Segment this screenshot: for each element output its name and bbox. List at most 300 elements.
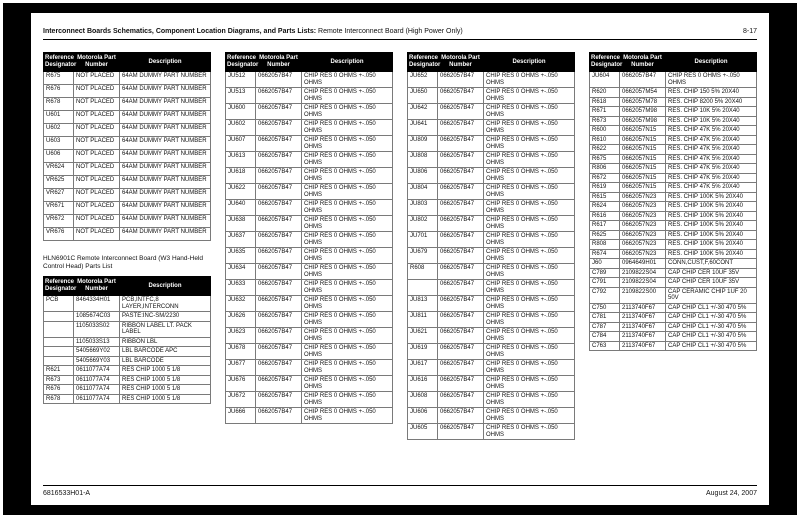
page-title	[43, 27, 463, 36]
table-cell: 2113740F67	[620, 332, 666, 342]
content-columns	[43, 40, 757, 485]
table-row	[590, 164, 757, 174]
table-cell: 0662057B47	[438, 360, 484, 376]
table-row	[590, 126, 757, 136]
table-row	[226, 216, 393, 232]
table-cell: 64AM DUMMY PART NUMBER	[120, 189, 211, 202]
footer-doc-number: 6816533H01-A	[43, 490, 91, 497]
table-cell: C787	[590, 322, 620, 332]
table-cell: RES CHIP 1000 5 1/8	[120, 385, 211, 395]
table-cell: CHIP RES 0 OHMS +-.050 OHMS	[484, 216, 575, 232]
table-row	[226, 328, 393, 344]
table-cell: RES. CHIP 100K 5% 20X40	[666, 211, 757, 221]
table-cell: C763	[590, 341, 620, 351]
table-row	[590, 303, 757, 313]
table-cell: JU652	[408, 72, 438, 88]
table-cell: JU676	[226, 376, 256, 392]
table-cell: NOT PLACED	[74, 124, 120, 137]
table-cell: 0662057B47	[438, 424, 484, 440]
column-1	[43, 52, 211, 404]
table-cell: CHIP RES 0 OHMS +-.050 OHMS	[302, 216, 393, 232]
table-cell: 0662057B47	[256, 296, 302, 312]
table-cell: 8464334H01	[74, 296, 120, 312]
page-footer	[43, 485, 757, 497]
table-row	[590, 107, 757, 117]
table-row	[408, 216, 575, 232]
table-row	[226, 248, 393, 264]
table-cell: R808	[590, 240, 620, 250]
table-cell: 0662057N23	[620, 192, 666, 202]
table-cell: VR627	[44, 189, 74, 202]
table-cell: JU806	[408, 168, 438, 184]
table-row	[226, 184, 393, 200]
table-cell: CHIP RES 0 OHMS +-.050 OHMS	[302, 392, 393, 408]
table-cell: JU813	[408, 296, 438, 312]
table-row	[226, 392, 393, 408]
table-cell: 64AM DUMMY PART NUMBER	[120, 85, 211, 98]
table-row	[408, 280, 575, 296]
table-cell: JU608	[408, 392, 438, 408]
table-cell: 0662057B47	[438, 200, 484, 216]
table-cell: 0662057B47	[256, 312, 302, 328]
table-cell: CAP CHIP CER 10UF 35V	[666, 268, 757, 278]
table-row	[590, 322, 757, 332]
table-cell: 2109822S00	[620, 287, 666, 303]
table-cell: RES. CHIP 8200 5% 20X40	[666, 97, 757, 107]
table-cell: CHIP RES 0 OHMS +-.050 OHMS	[484, 104, 575, 120]
table-row	[408, 184, 575, 200]
table-cell: 0662057B47	[256, 328, 302, 344]
table-cell: NOT PLACED	[74, 163, 120, 176]
table-cell: 1105033S02	[74, 321, 120, 337]
table-cell: 2109822S04	[620, 278, 666, 288]
table-cell: CAP CHIP CL1 +/-30 470 5%	[666, 313, 757, 323]
table-cell: NOT PLACED	[74, 228, 120, 241]
table-cell: 64AM DUMMY PART NUMBER	[120, 163, 211, 176]
table-cell: C784	[590, 332, 620, 342]
table-row	[590, 341, 757, 351]
table-cell: 2113740F67	[620, 313, 666, 323]
table-cell: RES CHIP 1000 5 1/8	[120, 394, 211, 404]
header-row	[226, 53, 393, 72]
table-row	[44, 137, 211, 150]
table-cell: U603	[44, 137, 74, 150]
table-cell: CHIP RES 0 OHMS +-.050 OHMS	[302, 360, 393, 376]
table-cell: JU672	[226, 392, 256, 408]
table-row	[408, 104, 575, 120]
parts-table-not-placed	[43, 52, 211, 241]
page-title-regular: Remote Interconnect Board (High Power Only)	[318, 28, 463, 35]
table-cell: RES. CHIP 150 5% 20X40	[666, 88, 757, 98]
table-cell: RIBBON LBL	[120, 337, 211, 347]
table-cell: CHIP RES 0 OHMS +-.050 OHMS	[302, 312, 393, 328]
table-cell: CHIP RES 0 OHMS +-.050 OHMS	[484, 200, 575, 216]
table-cell: 0662057M98	[620, 116, 666, 126]
table-cell: CHIP RES 0 OHMS +-.050 OHMS	[484, 296, 575, 312]
table-cell: 0662057B47	[256, 280, 302, 296]
table-cell: RES. CHIP 100K 5% 20X40	[666, 202, 757, 212]
table-row	[44, 215, 211, 228]
table-cell: 0662057B47	[438, 88, 484, 104]
table-row	[226, 88, 393, 104]
table-cell: 0662057B47	[438, 120, 484, 136]
table-row	[590, 202, 757, 212]
table-cell: 0662057B47	[256, 360, 302, 376]
table-cell: CHIP RES 0 OHMS +-.050 OHMS	[302, 72, 393, 88]
table-row	[408, 344, 575, 360]
column-header: Reference Designator	[44, 277, 74, 296]
table-cell: 0662057B47	[438, 392, 484, 408]
table-row	[44, 312, 211, 322]
table-cell: CHIP RES 0 OHMS +-.050 OHMS	[484, 136, 575, 152]
table-cell: RES. CHIP 47K 5% 20X40	[666, 135, 757, 145]
table-row	[44, 228, 211, 241]
table-cell: 0611077A74	[74, 366, 120, 376]
table-cell: R621	[44, 366, 74, 376]
table-cell: R678	[44, 98, 74, 111]
table-cell: 0662057B47	[438, 264, 484, 280]
table-cell: 0662057B47	[438, 312, 484, 328]
table-cell: 0611077A74	[74, 375, 120, 385]
table-cell: 0662057B47	[438, 72, 484, 88]
table-cell: CHIP RES 0 OHMS +-.050 OHMS	[302, 136, 393, 152]
table-cell: JU618	[226, 168, 256, 184]
table-row	[408, 408, 575, 424]
column-4	[589, 52, 757, 351]
table-cell: RES. CHIP 47K 5% 20X40	[666, 145, 757, 155]
table-cell: CHIP RES 0 OHMS +-.050 OHMS	[302, 152, 393, 168]
table-cell: JU619	[408, 344, 438, 360]
table-cell: CHIP RES 0 OHMS +-.050 OHMS	[484, 312, 575, 328]
table-cell	[44, 356, 74, 366]
table-row	[226, 296, 393, 312]
table-cell: JU604	[590, 72, 620, 88]
table-cell: JU637	[226, 232, 256, 248]
table-cell: 0662057B47	[256, 200, 302, 216]
document-page	[31, 13, 769, 505]
table-cell	[44, 347, 74, 357]
table-row	[44, 366, 211, 376]
table-cell: 0662057B47	[256, 232, 302, 248]
table-cell: 0662057B47	[438, 136, 484, 152]
table-cell: CHIP RES 0 OHMS +-.050 OHMS	[484, 264, 575, 280]
table-row	[408, 168, 575, 184]
table-cell: R620	[590, 88, 620, 98]
table-cell: CHIP RES 0 OHMS +-.050 OHMS	[484, 120, 575, 136]
table-cell: 0662057N23	[620, 221, 666, 231]
column-header: Motorola Part Number	[620, 53, 666, 72]
table-cell: RES. CHIP 100K 5% 20X40	[666, 230, 757, 240]
table-row	[44, 85, 211, 98]
column-header: Reference Designator	[408, 53, 438, 72]
table-cell: 0662057B47	[256, 248, 302, 264]
table-cell: NOT PLACED	[74, 111, 120, 124]
table-cell: 0662057B47	[256, 264, 302, 280]
table-cell: 0662057B47	[256, 88, 302, 104]
table-row	[408, 264, 575, 280]
table-cell: JU622	[226, 184, 256, 200]
table-row	[590, 145, 757, 155]
table-cell: JU602	[226, 120, 256, 136]
table-cell: C750	[590, 303, 620, 313]
table-cell: JU811	[408, 312, 438, 328]
table-cell: 64AM DUMMY PART NUMBER	[120, 137, 211, 150]
table-cell: R671	[590, 107, 620, 117]
table-cell: 64AM DUMMY PART NUMBER	[120, 72, 211, 85]
table-row	[408, 72, 575, 88]
table-cell: 0662057B47	[256, 104, 302, 120]
table-cell: CHIP RES 0 OHMS +-.050 OHMS	[666, 72, 757, 88]
table-cell: 0662057B47	[256, 152, 302, 168]
table-row	[226, 168, 393, 184]
table-cell: R622	[590, 145, 620, 155]
column-header: Description	[302, 53, 393, 72]
table-cell: JU606	[408, 408, 438, 424]
table-row	[408, 296, 575, 312]
table-cell: 0662057B47	[438, 104, 484, 120]
table-cell: RES. CHIP 47K 5% 20X40	[666, 154, 757, 164]
table-cell: 0611077A74	[74, 394, 120, 404]
table-cell: PCB	[44, 296, 74, 312]
table-cell: R806	[590, 164, 620, 174]
table-row	[590, 259, 757, 269]
table-row	[226, 152, 393, 168]
table-cell: 2109822S04	[620, 268, 666, 278]
table-cell: 64AM DUMMY PART NUMBER	[120, 215, 211, 228]
table-cell: 0662057B47	[256, 184, 302, 200]
header-row	[44, 277, 211, 296]
table-cell: CHIP RES 0 OHMS +-.050 OHMS	[302, 200, 393, 216]
table-cell: CHIP RES 0 OHMS +-.050 OHMS	[484, 152, 575, 168]
table-cell: 0662057B47	[438, 168, 484, 184]
table-cell: RES. CHIP 47K 5% 20X40	[666, 126, 757, 136]
table-cell: CHIP RES 0 OHMS +-.050 OHMS	[302, 120, 393, 136]
table-row	[590, 154, 757, 164]
table-cell: NOT PLACED	[74, 137, 120, 150]
column-header: Reference Designator	[44, 53, 74, 72]
table-cell: CHIP RES 0 OHMS +-.050 OHMS	[484, 344, 575, 360]
table-row	[590, 249, 757, 259]
column-header: Motorola Part Number	[256, 53, 302, 72]
parts-table-hln6901c	[43, 276, 211, 404]
parts-table-jumpers-1	[225, 52, 393, 424]
table-cell: 0662057B47	[438, 376, 484, 392]
table-cell: JU635	[226, 248, 256, 264]
table-row	[408, 88, 575, 104]
table-cell: 0662057N23	[620, 230, 666, 240]
table-cell: 0964649H01	[620, 259, 666, 269]
table-cell: CONN,CUST,F,60CONT	[666, 259, 757, 269]
table-cell: CHIP RES 0 OHMS +-.050 OHMS	[484, 280, 575, 296]
table-row	[408, 200, 575, 216]
table-cell: 0662057B47	[256, 408, 302, 424]
table-cell: R675	[44, 72, 74, 85]
table-row	[590, 116, 757, 126]
table-cell: 0662057N15	[620, 173, 666, 183]
table-cell: JU641	[408, 120, 438, 136]
table-cell: 2113740F67	[620, 341, 666, 351]
table-row	[226, 120, 393, 136]
table-cell: 0662057B47	[438, 344, 484, 360]
header-row	[44, 53, 211, 72]
table-row	[44, 321, 211, 337]
table-cell: 64AM DUMMY PART NUMBER	[120, 176, 211, 189]
column-header: Description	[484, 53, 575, 72]
table-row	[590, 287, 757, 303]
table-row	[44, 72, 211, 85]
table-row	[590, 135, 757, 145]
table-cell: CHIP RES 0 OHMS +-.050 OHMS	[484, 360, 575, 376]
table-cell: 0662057N23	[620, 211, 666, 221]
table-cell: 0662057B47	[256, 392, 302, 408]
table-cell: RES. CHIP 100K 5% 20X40	[666, 221, 757, 231]
table-row	[226, 376, 393, 392]
page-header	[43, 19, 757, 40]
table-row	[44, 337, 211, 347]
table-cell: JU638	[226, 216, 256, 232]
table-row	[226, 104, 393, 120]
table-cell: CHIP RES 0 OHMS +-.050 OHMS	[484, 184, 575, 200]
column-header: Motorola Part Number	[74, 53, 120, 72]
parts-table-jumpers-2	[407, 52, 575, 440]
table-cell: VR676	[44, 228, 74, 241]
table-cell: JU634	[226, 264, 256, 280]
table-row	[44, 124, 211, 137]
table-cell: RIBBON LABEL LT. PACK LABEL	[120, 321, 211, 337]
table-cell: 0662057B47	[256, 136, 302, 152]
table-row	[590, 268, 757, 278]
table-cell: RES CHIP 1000 5 1/8	[120, 366, 211, 376]
table-cell: 0662057B47	[256, 376, 302, 392]
table-cell: RES. CHIP 47K 5% 20X40	[666, 173, 757, 183]
table-cell: 0662057N23	[620, 249, 666, 259]
table-cell: R678	[44, 394, 74, 404]
page-number: 8-17	[742, 28, 757, 35]
table-cell: CHIP RES 0 OHMS +-.050 OHMS	[484, 392, 575, 408]
table-row	[408, 424, 575, 440]
table-cell: 0662057N15	[620, 145, 666, 155]
table-cell: JU623	[226, 328, 256, 344]
table-cell: NOT PLACED	[74, 176, 120, 189]
table-cell: 1085674C03	[74, 312, 120, 322]
table-row	[590, 183, 757, 193]
table-cell: U606	[44, 150, 74, 163]
table-row	[44, 189, 211, 202]
table-cell	[44, 337, 74, 347]
table-row	[44, 150, 211, 163]
table-cell: VR625	[44, 176, 74, 189]
table-row	[44, 296, 211, 312]
table-row	[408, 136, 575, 152]
table-cell: R618	[590, 97, 620, 107]
table-cell: C791	[590, 278, 620, 288]
table-cell: R615	[590, 192, 620, 202]
table-cell: 0662057B47	[256, 168, 302, 184]
parts-table-res-caps	[589, 52, 757, 351]
table-cell: JU607	[226, 136, 256, 152]
table-cell: 0662057N15	[620, 135, 666, 145]
table-cell: JU650	[408, 88, 438, 104]
table-cell: 2113740F67	[620, 303, 666, 313]
table-cell: JU679	[408, 248, 438, 264]
table-cell: RES. CHIP 47K 5% 20X40	[666, 183, 757, 193]
table-cell: JU600	[226, 104, 256, 120]
table-cell: 64AM DUMMY PART NUMBER	[120, 150, 211, 163]
table-cell: 0662057B47	[438, 216, 484, 232]
table-row	[226, 360, 393, 376]
table-row	[226, 72, 393, 88]
table-cell: 0662057B47	[438, 232, 484, 248]
table-cell: CHIP RES 0 OHMS +-.050 OHMS	[302, 296, 393, 312]
table-cell: JU626	[226, 312, 256, 328]
table-cell: R600	[590, 126, 620, 136]
table-cell: JU616	[408, 376, 438, 392]
table-cell: CHIP RES 0 OHMS +-.050 OHMS	[302, 280, 393, 296]
table-cell: 0662057N15	[620, 164, 666, 174]
table-cell: NOT PLACED	[74, 98, 120, 111]
table-cell: CHIP RES 0 OHMS +-.050 OHMS	[484, 248, 575, 264]
table-cell: LBL BARCODE	[120, 356, 211, 366]
table-row	[590, 97, 757, 107]
table-cell: CAP CERAMIC CHIP 1UF 20 50V	[666, 287, 757, 303]
table-cell: CHIP RES 0 OHMS +-.050 OHMS	[484, 88, 575, 104]
table-row	[408, 328, 575, 344]
table-row	[590, 173, 757, 183]
table-cell	[44, 312, 74, 322]
table-cell: J60	[590, 259, 620, 269]
table-cell: U601	[44, 111, 74, 124]
column-header: Description	[120, 53, 211, 72]
table-row	[408, 120, 575, 136]
table-cell: 0662057B47	[438, 296, 484, 312]
table-cell: NOT PLACED	[74, 202, 120, 215]
table-row	[590, 88, 757, 98]
table-cell: C792	[590, 287, 620, 303]
table-cell: RES CHIP 1000 5 1/8	[120, 375, 211, 385]
table-cell: 0662057B47	[438, 328, 484, 344]
table-cell: R624	[590, 202, 620, 212]
table-row	[226, 232, 393, 248]
table-cell: PCB,INTFC,8 LAYER,INTERCONN	[120, 296, 211, 312]
table-row	[408, 232, 575, 248]
table-cell: JU701	[408, 232, 438, 248]
column-3	[407, 52, 575, 440]
table-cell	[44, 321, 74, 337]
table-cell: 0662057B47	[438, 152, 484, 168]
table-cell: JU613	[226, 152, 256, 168]
column-2	[225, 52, 393, 424]
table-cell: 0662057M98	[620, 107, 666, 117]
table-cell: 0662057B47	[256, 216, 302, 232]
table-cell: R608	[408, 264, 438, 280]
table-cell: R676	[44, 385, 74, 395]
table-cell: JU666	[226, 408, 256, 424]
table-cell: JU678	[226, 344, 256, 360]
table-row	[226, 408, 393, 424]
table-cell: RES. CHIP 100K 5% 20X40	[666, 240, 757, 250]
table-cell: 0662057B47	[438, 280, 484, 296]
table-cell: JU632	[226, 296, 256, 312]
table-cell: R616	[590, 211, 620, 221]
table-row	[226, 136, 393, 152]
table-cell: JU621	[408, 328, 438, 344]
table-cell: C789	[590, 268, 620, 278]
table-row	[590, 192, 757, 202]
table-row	[44, 375, 211, 385]
table-cell: 0662057M78	[620, 97, 666, 107]
table-cell: 0662057B47	[256, 344, 302, 360]
table-cell: NOT PLACED	[74, 215, 120, 228]
